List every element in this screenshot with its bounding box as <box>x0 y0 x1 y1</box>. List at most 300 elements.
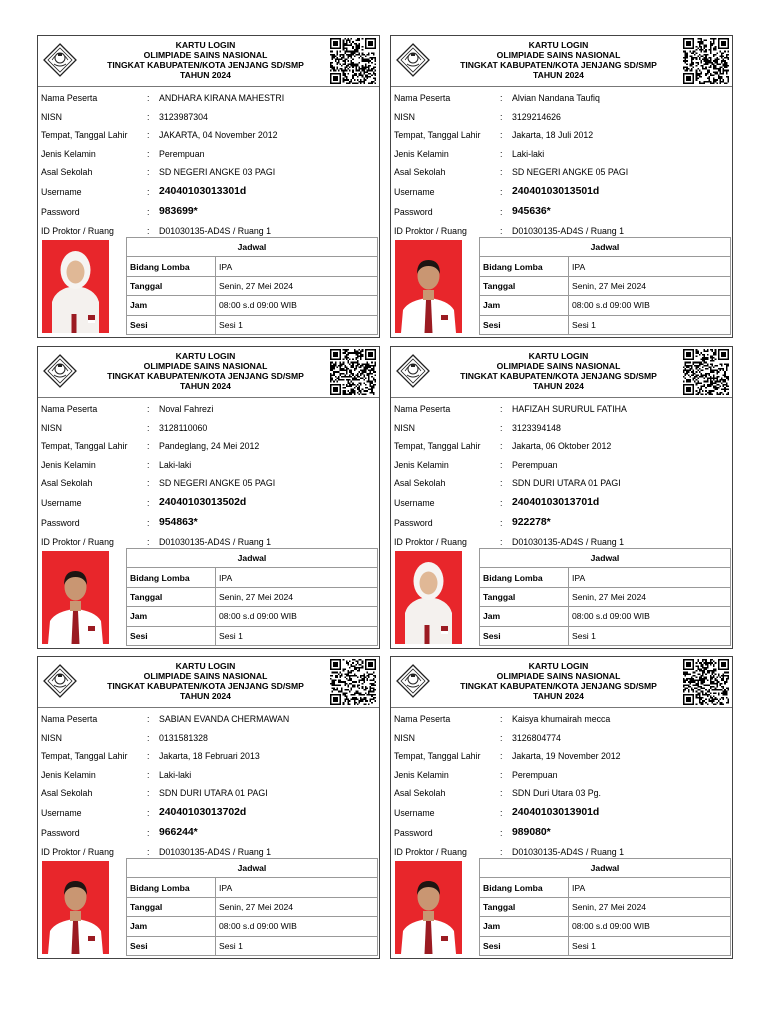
field-colon: : <box>147 206 150 217</box>
schedule-title: Jadwal <box>127 549 378 568</box>
card-subtitle-event: OLIMPIADE SAINS NASIONAL <box>143 361 268 371</box>
field-label: Asal Sekolah <box>394 478 446 489</box>
login-card <box>390 656 733 959</box>
tut-wuri-handayani-logo-icon <box>42 353 78 389</box>
field-label: NISN <box>394 422 416 433</box>
participant-school: SDN DURI UTARA 01 PAGI <box>512 478 621 489</box>
field-label: Nama Peserta <box>41 714 98 724</box>
qr-code-icon <box>683 659 729 705</box>
participant-school: SD NEGERI ANGKE 05 PAGI <box>512 167 629 178</box>
schedule-table <box>479 237 731 335</box>
field-label: Username <box>394 186 435 197</box>
card-header <box>391 347 732 398</box>
schedule-jam-value: 08:00 s.d 09:00 WIB <box>569 917 731 936</box>
field-jenis-kelamin <box>394 145 729 164</box>
schedule-sesi-value: Sesi 1 <box>569 936 731 955</box>
field-jenis-kelamin <box>41 145 376 164</box>
participant-fields <box>41 89 376 241</box>
schedule-sesi-value: Sesi 1 <box>569 315 731 334</box>
participant-birth: JAKARTA, 04 November 2012 <box>159 130 278 141</box>
field-colon: : <box>500 751 503 762</box>
schedule-jam-label: Jam <box>127 917 216 936</box>
schedule-title: Jadwal <box>480 549 731 568</box>
schedule-tanggal-label: Tanggal <box>480 897 569 916</box>
field-asal-sekolah <box>41 474 376 493</box>
field-nisn <box>41 729 376 748</box>
field-label: Password <box>394 206 433 217</box>
participant-password: 966244* <box>159 826 198 838</box>
schedule-sesi-label: Sesi <box>480 315 569 334</box>
schedule-jam-value: 08:00 s.d 09:00 WIB <box>216 917 378 936</box>
field-label: Nama Peserta <box>394 93 451 103</box>
field-label: Tempat, Tanggal Lahir <box>41 441 128 452</box>
tut-wuri-handayani-logo-icon <box>42 42 78 78</box>
field-colon: : <box>147 751 150 762</box>
field-colon: : <box>147 111 150 122</box>
card-header <box>391 657 732 708</box>
field-username <box>394 493 729 513</box>
participant-password: 922278* <box>512 516 551 528</box>
field-colon: : <box>147 422 150 433</box>
field-ttl <box>41 126 376 145</box>
field-ttl <box>394 437 729 456</box>
participant-birth: Jakarta, 06 Oktober 2012 <box>512 441 612 452</box>
field-colon: : <box>147 441 150 452</box>
field-colon: : <box>147 186 150 197</box>
schedule-tanggal-label: Tanggal <box>127 276 216 295</box>
card-subtitle-year: TAHUN 2024 <box>180 691 231 701</box>
field-label: Username <box>394 807 435 818</box>
card-title: KARTU LOGIN <box>175 351 236 361</box>
participant-password: 989080* <box>512 826 551 838</box>
card-subtitle-level: TINGKAT KABUPATEN/KOTA JENJANG SD/SMP <box>460 371 657 381</box>
participant-nisn: 3123394148 <box>512 422 561 433</box>
card-subtitle-level: TINGKAT KABUPATEN/KOTA JENJANG SD/SMP <box>107 371 304 381</box>
field-label: Username <box>394 497 435 508</box>
field-colon: : <box>500 422 503 433</box>
field-password <box>41 823 376 843</box>
field-label: Nama Peserta <box>394 714 451 724</box>
schedule-title: Jadwal <box>480 238 731 257</box>
participant-photo <box>42 551 109 644</box>
field-colon: : <box>147 788 150 799</box>
field-asal-sekolah <box>41 163 376 182</box>
schedule-bidang-label: Bidang Lomba <box>127 257 216 276</box>
field-label: Asal Sekolah <box>394 167 446 178</box>
field-nisn <box>394 108 729 127</box>
participant-name: HAFIZAH SURURUL FATIHA <box>512 404 627 414</box>
field-colon: : <box>147 827 150 838</box>
card-subtitle-year: TAHUN 2024 <box>533 691 584 701</box>
field-label: Jenis Kelamin <box>41 459 96 470</box>
field-label: NISN <box>394 111 416 122</box>
card-subtitle-year: TAHUN 2024 <box>180 381 231 391</box>
field-label: Jenis Kelamin <box>394 459 449 470</box>
field-nisn <box>394 419 729 438</box>
field-label: Jenis Kelamin <box>394 769 449 780</box>
schedule-sesi-value: Sesi 1 <box>216 626 378 645</box>
card-title: KARTU LOGIN <box>528 40 589 50</box>
field-label: ID Proktor / Ruang <box>41 536 114 547</box>
login-card <box>390 35 733 338</box>
card-subtitle-event: OLIMPIADE SAINS NASIONAL <box>496 361 621 371</box>
schedule-jam-value: 08:00 s.d 09:00 WIB <box>569 607 731 626</box>
login-card <box>37 656 380 959</box>
participant-username: 24040103013702d <box>159 806 247 818</box>
card-subtitle-event: OLIMPIADE SAINS NASIONAL <box>143 50 268 60</box>
card-subtitle-level: TINGKAT KABUPATEN/KOTA JENJANG SD/SMP <box>460 60 657 70</box>
field-password <box>41 202 376 222</box>
card-title: KARTU LOGIN <box>528 351 589 361</box>
tut-wuri-handayani-logo-icon <box>395 353 431 389</box>
field-username <box>41 182 376 202</box>
schedule-jam-label: Jam <box>480 917 569 936</box>
field-colon: : <box>500 769 503 780</box>
participant-gender: Laki-laki <box>512 148 545 159</box>
field-colon: : <box>147 130 150 141</box>
field-colon: : <box>500 148 503 159</box>
field-password <box>394 202 729 222</box>
field-username <box>41 803 376 823</box>
field-ttl <box>41 437 376 456</box>
field-nama <box>394 400 729 419</box>
field-label: Password <box>41 517 80 528</box>
field-label: Tempat, Tanggal Lahir <box>41 130 128 141</box>
field-nama <box>394 89 729 108</box>
schedule-sesi-value: Sesi 1 <box>216 315 378 334</box>
participant-birth: Jakarta, 18 Juli 2012 <box>512 130 594 141</box>
schedule-jam-value: 08:00 s.d 09:00 WIB <box>569 296 731 315</box>
schedule-bidang-value: IPA <box>569 568 731 587</box>
field-label: ID Proktor / Ruang <box>394 846 467 857</box>
participant-password: 945636* <box>512 205 551 217</box>
participant-proctor-room: D01030135-AD4S / Ruang 1 <box>159 536 271 547</box>
schedule-title: Jadwal <box>480 859 731 878</box>
field-colon: : <box>500 827 503 838</box>
schedule-title: Jadwal <box>127 238 378 257</box>
participant-gender: Laki-laki <box>159 459 192 470</box>
participant-school: SDN DURI UTARA 01 PAGI <box>159 788 268 799</box>
schedule-bidang-label: Bidang Lomba <box>480 257 569 276</box>
field-asal-sekolah <box>41 784 376 803</box>
participant-gender: Perempuan <box>512 459 558 470</box>
field-username <box>394 803 729 823</box>
field-colon: : <box>147 93 150 103</box>
participant-school: SDN Duri Utara 03 Pg. <box>512 788 601 799</box>
field-colon: : <box>147 846 150 857</box>
card-subtitle-year: TAHUN 2024 <box>533 70 584 80</box>
field-colon: : <box>147 459 150 470</box>
participant-nisn: 3128110060 <box>159 422 208 433</box>
card-title: KARTU LOGIN <box>175 40 236 50</box>
participant-school: SD NEGERI ANGKE 03 PAGI <box>159 167 276 178</box>
field-colon: : <box>500 536 503 547</box>
tut-wuri-handayani-logo-icon <box>395 42 431 78</box>
field-colon: : <box>500 441 503 452</box>
participant-name: SABIAN EVANDA CHERMAWAN <box>159 714 290 724</box>
field-label: Username <box>41 186 82 197</box>
field-nisn <box>394 729 729 748</box>
participant-birth: Jakarta, 19 November 2012 <box>512 751 621 762</box>
schedule-tanggal-label: Tanggal <box>127 587 216 606</box>
field-colon: : <box>147 807 150 818</box>
participant-name: Kaisya khumairah mecca <box>512 714 611 724</box>
schedule-tanggal-label: Tanggal <box>127 897 216 916</box>
field-password <box>394 823 729 843</box>
schedule-jam-label: Jam <box>480 296 569 315</box>
schedule-tanggal-label: Tanggal <box>480 276 569 295</box>
field-jenis-kelamin <box>394 766 729 785</box>
schedule-bidang-value: IPA <box>216 878 378 897</box>
participant-fields <box>394 710 729 862</box>
participant-gender: Perempuan <box>159 148 205 159</box>
field-colon: : <box>500 788 503 799</box>
field-colon: : <box>500 807 503 818</box>
schedule-bidang-label: Bidang Lomba <box>480 878 569 897</box>
participant-photo <box>395 240 462 333</box>
field-colon: : <box>147 167 150 178</box>
field-label: Password <box>41 827 80 838</box>
participant-fields <box>394 89 729 241</box>
field-label: ID Proktor / Ruang <box>394 225 467 236</box>
card-subtitle-event: OLIMPIADE SAINS NASIONAL <box>496 50 621 60</box>
field-colon: : <box>147 769 150 780</box>
field-colon: : <box>500 111 503 122</box>
card-header <box>38 657 379 708</box>
card-title: KARTU LOGIN <box>175 661 236 671</box>
participant-gender: Perempuan <box>512 769 558 780</box>
field-ttl <box>41 747 376 766</box>
field-colon: : <box>147 148 150 159</box>
field-label: Username <box>41 807 82 818</box>
schedule-sesi-label: Sesi <box>127 626 216 645</box>
field-nisn <box>41 108 376 127</box>
field-jenis-kelamin <box>41 456 376 475</box>
login-card <box>390 346 733 649</box>
field-password <box>394 513 729 533</box>
participant-proctor-room: D01030135-AD4S / Ruang 1 <box>512 846 624 857</box>
participant-fields <box>394 400 729 552</box>
field-label: ID Proktor / Ruang <box>41 846 114 857</box>
field-asal-sekolah <box>394 784 729 803</box>
card-subtitle-level: TINGKAT KABUPATEN/KOTA JENJANG SD/SMP <box>107 681 304 691</box>
schedule-table <box>126 548 378 646</box>
field-password <box>41 513 376 533</box>
field-colon: : <box>500 846 503 857</box>
participant-username: 24040103013901d <box>512 806 600 818</box>
field-username <box>394 182 729 202</box>
card-subtitle-year: TAHUN 2024 <box>180 70 231 80</box>
schedule-tanggal-value: Senin, 27 Mei 2024 <box>569 276 731 295</box>
field-jenis-kelamin <box>394 456 729 475</box>
card-subtitle-year: TAHUN 2024 <box>533 381 584 391</box>
participant-photo <box>395 861 462 954</box>
field-username <box>41 493 376 513</box>
participant-password: 983699* <box>159 205 198 217</box>
field-label: Asal Sekolah <box>41 478 93 489</box>
field-colon: : <box>147 714 150 724</box>
field-label: Asal Sekolah <box>41 167 93 178</box>
qr-code-icon <box>683 38 729 84</box>
participant-birth: Pandeglang, 24 Mei 2012 <box>159 441 260 452</box>
field-asal-sekolah <box>394 474 729 493</box>
participant-username: 24040103013301d <box>159 185 247 197</box>
field-colon: : <box>500 206 503 217</box>
schedule-table <box>126 858 378 956</box>
schedule-bidang-value: IPA <box>569 257 731 276</box>
qr-code-icon <box>683 349 729 395</box>
participant-nisn: 0131581328 <box>159 732 208 743</box>
tut-wuri-handayani-logo-icon <box>42 663 78 699</box>
participant-fields <box>41 400 376 552</box>
field-colon: : <box>500 130 503 141</box>
participant-username: 24040103013502d <box>159 496 247 508</box>
card-header <box>391 36 732 87</box>
participant-birth: Jakarta, 18 Februari 2013 <box>159 751 260 762</box>
participant-username: 24040103013501d <box>512 185 600 197</box>
field-ttl <box>394 747 729 766</box>
participant-proctor-room: D01030135-AD4S / Ruang 1 <box>512 536 624 547</box>
schedule-tanggal-value: Senin, 27 Mei 2024 <box>216 587 378 606</box>
schedule-tanggal-label: Tanggal <box>480 587 569 606</box>
field-colon: : <box>147 497 150 508</box>
card-subtitle-event: OLIMPIADE SAINS NASIONAL <box>143 671 268 681</box>
field-jenis-kelamin <box>41 766 376 785</box>
schedule-jam-label: Jam <box>127 296 216 315</box>
card-header <box>38 36 379 87</box>
schedule-sesi-label: Sesi <box>480 626 569 645</box>
field-colon: : <box>147 732 150 743</box>
schedule-title: Jadwal <box>127 859 378 878</box>
field-label: Nama Peserta <box>41 93 98 103</box>
field-label: ID Proktor / Ruang <box>394 536 467 547</box>
field-colon: : <box>147 404 150 414</box>
field-label: NISN <box>41 422 63 433</box>
schedule-sesi-label: Sesi <box>127 936 216 955</box>
field-label: Asal Sekolah <box>41 788 93 799</box>
field-label: Nama Peserta <box>394 404 451 414</box>
field-label: NISN <box>41 732 63 743</box>
field-colon: : <box>500 478 503 489</box>
field-colon: : <box>500 497 503 508</box>
field-label: Tempat, Tanggal Lahir <box>41 751 128 762</box>
field-colon: : <box>500 732 503 743</box>
field-label: ID Proktor / Ruang <box>41 225 114 236</box>
field-nama <box>41 710 376 729</box>
schedule-sesi-value: Sesi 1 <box>569 626 731 645</box>
participant-username: 24040103013701d <box>512 496 600 508</box>
field-colon: : <box>147 225 150 236</box>
participant-photo <box>395 551 462 644</box>
field-colon: : <box>500 714 503 724</box>
schedule-sesi-label: Sesi <box>127 315 216 334</box>
participant-proctor-room: D01030135-AD4S / Ruang 1 <box>159 846 271 857</box>
schedule-bidang-value: IPA <box>216 257 378 276</box>
schedule-tanggal-value: Senin, 27 Mei 2024 <box>216 276 378 295</box>
tut-wuri-handayani-logo-icon <box>395 663 431 699</box>
schedule-bidang-value: IPA <box>216 568 378 587</box>
field-nama <box>41 89 376 108</box>
field-label: Password <box>394 827 433 838</box>
participant-fields <box>41 710 376 862</box>
card-subtitle-level: TINGKAT KABUPATEN/KOTA JENJANG SD/SMP <box>107 60 304 70</box>
participant-photo <box>42 861 109 954</box>
card-subtitle-event: OLIMPIADE SAINS NASIONAL <box>496 671 621 681</box>
schedule-tanggal-value: Senin, 27 Mei 2024 <box>216 897 378 916</box>
participant-nisn: 3129214626 <box>512 111 561 122</box>
field-label: NISN <box>41 111 63 122</box>
schedule-bidang-label: Bidang Lomba <box>127 568 216 587</box>
field-nama <box>394 710 729 729</box>
field-label: Password <box>41 206 80 217</box>
field-colon: : <box>500 225 503 236</box>
participant-gender: Laki-laki <box>159 769 192 780</box>
schedule-jam-label: Jam <box>127 607 216 626</box>
field-colon: : <box>500 459 503 470</box>
schedule-table <box>126 237 378 335</box>
qr-code-icon <box>330 349 376 395</box>
field-label: Username <box>41 497 82 508</box>
schedule-bidang-value: IPA <box>569 878 731 897</box>
card-subtitle-level: TINGKAT KABUPATEN/KOTA JENJANG SD/SMP <box>460 681 657 691</box>
field-label: Password <box>394 517 433 528</box>
field-colon: : <box>500 186 503 197</box>
field-label: Asal Sekolah <box>394 788 446 799</box>
field-label: Jenis Kelamin <box>394 148 449 159</box>
field-colon: : <box>500 167 503 178</box>
card-title: KARTU LOGIN <box>528 661 589 671</box>
participant-nisn: 3126804774 <box>512 732 561 743</box>
schedule-sesi-value: Sesi 1 <box>216 936 378 955</box>
participant-nisn: 3123987304 <box>159 111 208 122</box>
participant-password: 954863* <box>159 516 198 528</box>
schedule-jam-value: 08:00 s.d 09:00 WIB <box>216 607 378 626</box>
card-header <box>38 347 379 398</box>
field-colon: : <box>500 93 503 103</box>
field-label: Tempat, Tanggal Lahir <box>394 751 481 762</box>
login-card <box>37 346 380 649</box>
qr-code-icon <box>330 659 376 705</box>
schedule-table <box>479 548 731 646</box>
field-colon: : <box>500 517 503 528</box>
field-colon: : <box>147 517 150 528</box>
field-colon: : <box>500 404 503 414</box>
field-colon: : <box>147 536 150 547</box>
participant-proctor-room: D01030135-AD4S / Ruang 1 <box>512 225 624 236</box>
field-nama <box>41 400 376 419</box>
field-label: Nama Peserta <box>41 404 98 414</box>
field-label: NISN <box>394 732 416 743</box>
field-label: Tempat, Tanggal Lahir <box>394 130 481 141</box>
field-ttl <box>394 126 729 145</box>
participant-school: SD NEGERI ANGKE 05 PAGI <box>159 478 276 489</box>
participant-photo <box>42 240 109 333</box>
participant-name: Noval Fahrezi <box>159 404 214 414</box>
field-colon: : <box>147 478 150 489</box>
schedule-sesi-label: Sesi <box>480 936 569 955</box>
login-card <box>37 35 380 338</box>
participant-proctor-room: D01030135-AD4S / Ruang 1 <box>159 225 271 236</box>
schedule-tanggal-value: Senin, 27 Mei 2024 <box>569 897 731 916</box>
schedule-table <box>479 858 731 956</box>
participant-name: Alvian Nandana Taufiq <box>512 93 600 103</box>
schedule-tanggal-value: Senin, 27 Mei 2024 <box>569 587 731 606</box>
participant-name: ANDHARA KIRANA MAHESTRI <box>159 93 285 103</box>
field-label: Tempat, Tanggal Lahir <box>394 441 481 452</box>
field-asal-sekolah <box>394 163 729 182</box>
field-label: Jenis Kelamin <box>41 148 96 159</box>
schedule-jam-value: 08:00 s.d 09:00 WIB <box>216 296 378 315</box>
